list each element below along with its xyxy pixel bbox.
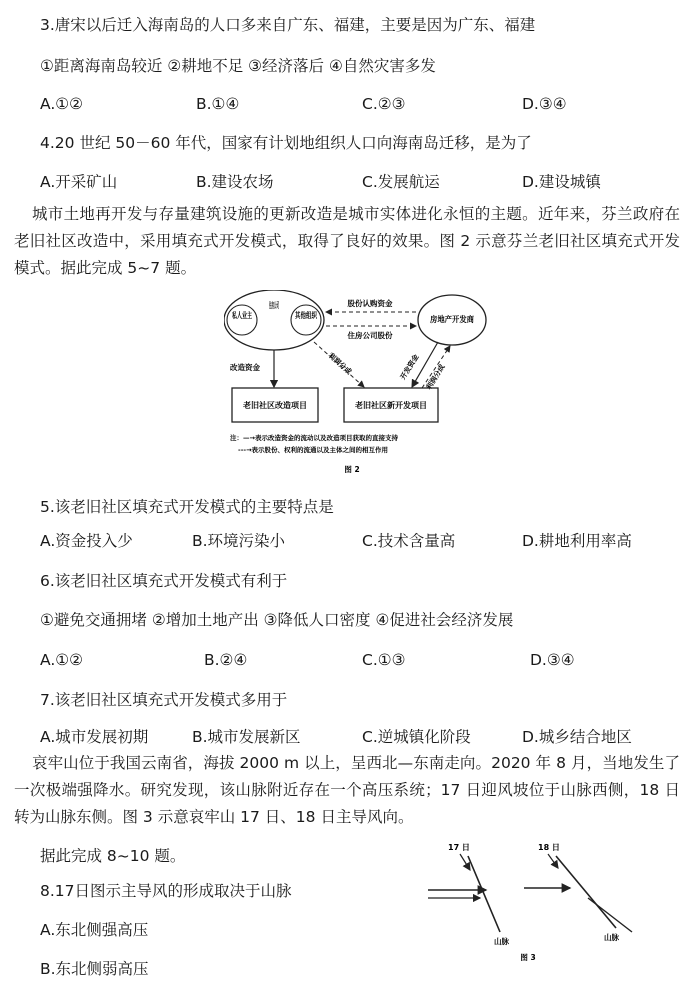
q6-stem: 6.该老旧社区填充式开发模式有利于 (40, 572, 288, 590)
q5-option-a: A.资金投入少 (40, 532, 133, 550)
renovation-project-label: 老旧社区改造项目 (243, 401, 307, 410)
mountain-label-18: 山脉 (604, 933, 619, 942)
figure-2-diagram (224, 290, 494, 480)
q6-option-a: A.①② (40, 651, 84, 669)
figure-2-note-1: 注：—→表示改造资金的流动以及改造项目获取的直接支持 (230, 434, 398, 442)
renovation-fund-label: 改造资金 (230, 363, 260, 372)
q3-option-d: D.③④ (522, 95, 567, 113)
figure-2-caption: 图 2 (344, 465, 360, 474)
q7-option-a: A.城市发展初期 (40, 728, 149, 746)
q4-option-d: D.建设城镇 (522, 173, 601, 191)
figure-2-note-2: ---→表示股份、权利的流通以及主体之间的相互作用 (238, 446, 389, 454)
dev-fund-label: 开发资金 (398, 353, 421, 382)
q7-stem: 7.该老旧社区填充式开发模式多用于 (40, 691, 288, 709)
q5-option-d: D.耕地利用率高 (522, 532, 632, 550)
q3-stem: 3.唐宋以后迁入海南岛的人口多来自广东、福建，主要是因为广东、福建 (40, 16, 536, 34)
passage-ailao-mountain: 哀牢山位于我国云南省，海拔 2000 m 以上，呈西北—东南走向。2020 年 8 月，当地发生了一次极端强降水。研究发现，该山脉附近存在一个高压系统；17 日迎风坡位于山脉西侧，18 日转为山脉东侧。图 3 示意哀牢山 17 日、18 日主导风向。 (14, 754, 680, 826)
q4-option-b: B.建设农场 (196, 173, 274, 191)
other-org-label: 其他组织 (295, 311, 327, 320)
mountain-label-17: 山脉 (494, 937, 509, 946)
q7-option-c: C.逆城镇化阶段 (362, 728, 471, 746)
q4-option-c: C.发展航运 (362, 173, 440, 191)
q7-option-b: B.城市发展新区 (192, 728, 301, 746)
other-org-circle (291, 305, 327, 335)
day-17-label: 17 日 (448, 843, 470, 852)
figure-3-caption: 图 3 (520, 953, 536, 962)
profit-share-label-left: 利润分成 (326, 351, 353, 377)
stakeholder-ellipse (224, 290, 327, 350)
q6-items: ①避免交通拥堵 ②增加土地产出 ③降低人口密度 ④促进社会经济发展 (40, 611, 514, 629)
q3-option-c: C.②③ (362, 95, 406, 113)
q3-option-a: A.①② (40, 95, 84, 113)
new-project-label: 老旧社区新开发项目 (355, 401, 427, 410)
q5-stem: 5.该老旧社区填充式开发模式的主要特点是 (40, 498, 334, 516)
q6-option-d: D.③④ (530, 651, 575, 669)
private-owner-circle (227, 305, 264, 335)
q4-option-a: A.开采矿山 (40, 173, 118, 191)
housing-company-label: 住房公司 (269, 301, 301, 310)
q8-option-a: A.东北侧强高压 (40, 921, 149, 939)
q8-option-b: B.东北侧弱高压 (40, 960, 149, 978)
q3-option-b: B.①④ (196, 95, 240, 113)
q5-option-c: C.技术含量高 (362, 532, 456, 550)
share-label: 住房公司股份 (347, 331, 393, 340)
profit-share-label-right: 利润分成 (424, 363, 447, 392)
passage-ailao-instruction: 据此完成 8~10 题。 (40, 847, 186, 865)
mountain-ridge-18 (556, 856, 616, 928)
passage-urban-renewal: 城市土地再开发与存量建筑设施的更新改造是城市实体进化永恒的主题。近年来，芬兰政府在老旧社区改造中，采用填充式开发模式，取得了良好的效果。图 2 示意芬兰老旧社区填充式开发模式。据此完成 5~7 题。 (14, 205, 680, 277)
day-18-label: 18 日 (538, 843, 560, 852)
q7-option-d: D.城乡结合地区 (522, 728, 632, 746)
q6-option-b: B.②④ (204, 651, 248, 669)
private-owner-label: 私人业主 (232, 311, 264, 320)
share-fund-label: 股份认购资金 (347, 299, 393, 308)
developer-label: 房地产开发商 (430, 315, 478, 324)
q3-items: ①距离海南岛较近 ②耕地不足 ③经济落后 ④自然灾害多发 (40, 57, 436, 75)
mountain-ridge-17 (468, 856, 500, 932)
q4-stem: 4.20 世纪 50－60 年代，国家有计划地组织人口向海南岛迁移，是为了 (40, 134, 532, 152)
q6-option-c: C.①③ (362, 651, 406, 669)
figure-3-diagram (408, 836, 658, 966)
q5-option-b: B.环境污染小 (192, 532, 286, 550)
q8-stem: 8.17日图示主导风的形成取决于山脉 (40, 882, 292, 900)
